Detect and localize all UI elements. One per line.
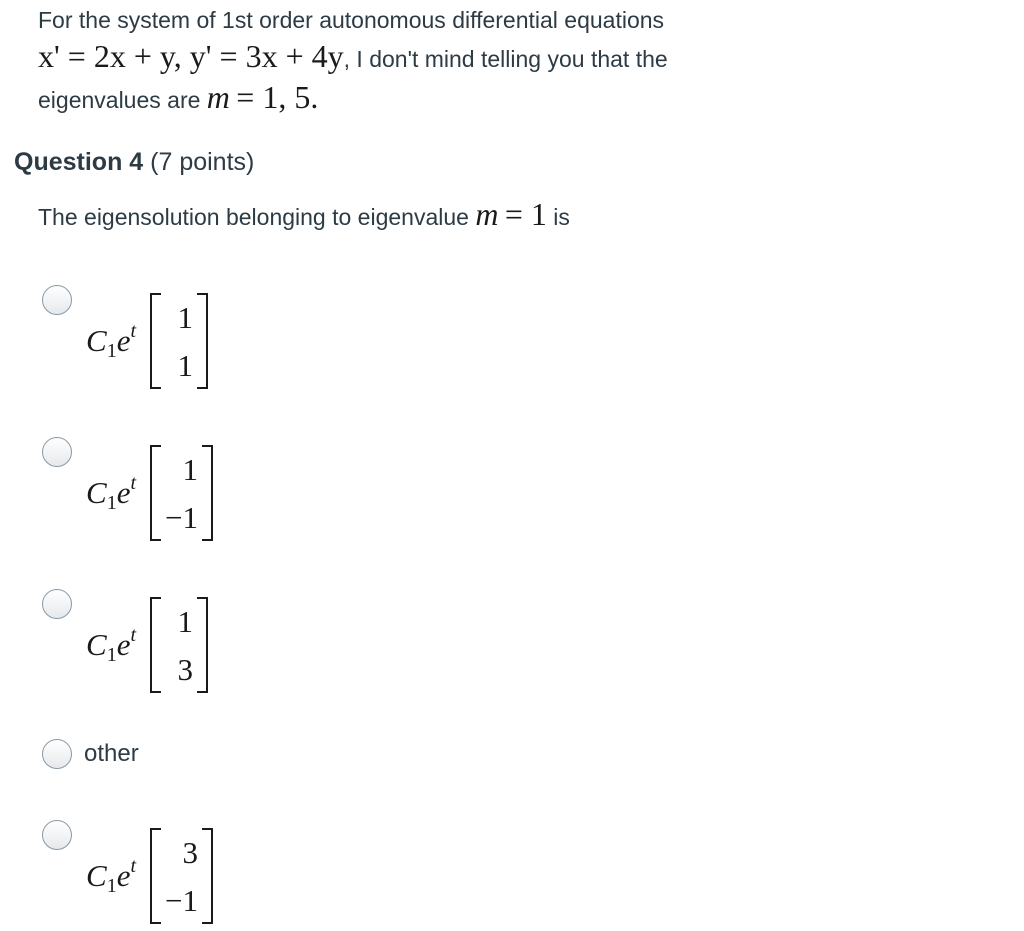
eigen-values: = 1, 5. bbox=[236, 79, 319, 116]
question-text bbox=[38, 196, 570, 233]
right-bracket bbox=[197, 597, 208, 693]
answer-option-3[interactable] bbox=[42, 589, 208, 693]
system-equations: x' = 2x + y, y' = 3x + 4y bbox=[38, 37, 344, 74]
radio-button-5[interactable] bbox=[42, 820, 72, 850]
question-variable: m bbox=[475, 196, 499, 232]
left-bracket bbox=[150, 828, 161, 924]
vector-entry-top: 3 bbox=[182, 834, 198, 870]
vector-entry-bottom: −1 bbox=[165, 882, 198, 918]
eigenvector-2 bbox=[150, 445, 213, 541]
vector-entry-top: 1 bbox=[182, 451, 198, 487]
question-header bbox=[14, 148, 254, 177]
answer-label-other: other bbox=[84, 740, 139, 767]
answer-math-5 bbox=[86, 828, 213, 924]
eigenvector-3 bbox=[150, 597, 208, 693]
answer-math-1 bbox=[86, 293, 208, 389]
vector-entry-bottom: 3 bbox=[177, 651, 194, 687]
right-bracket bbox=[202, 828, 213, 924]
eigenvector-5 bbox=[150, 828, 213, 924]
radio-button-3[interactable] bbox=[42, 589, 72, 619]
coefficient-1: $C_1e^t$ bbox=[86, 319, 137, 362]
eigenvector-1 bbox=[150, 293, 208, 389]
vector-entry-bottom: 1 bbox=[177, 347, 194, 383]
question-title: Question 4 bbox=[14, 148, 144, 176]
radio-button-1[interactable] bbox=[42, 285, 72, 315]
coefficient-5: $C_1e^t$ bbox=[86, 854, 137, 897]
intro-line-2 bbox=[38, 36, 998, 78]
answer-math-3 bbox=[86, 597, 208, 693]
right-bracket bbox=[197, 293, 208, 389]
vector-entry-top: 1 bbox=[177, 603, 194, 639]
intro-line-3 bbox=[38, 77, 998, 119]
left-bracket bbox=[150, 293, 161, 389]
question-points: (7 points) bbox=[150, 148, 255, 176]
intro-eigen-prefix: eigenvalues are bbox=[38, 87, 207, 114]
vector-entry-top: 1 bbox=[177, 299, 194, 335]
right-bracket bbox=[202, 445, 213, 541]
answer-option-2[interactable] bbox=[42, 437, 213, 541]
intro-line-1: For the system of 1st order autonomous differential equations bbox=[38, 7, 665, 33]
question-text-prefix: The eigensolution belonging to eigenvalue bbox=[38, 204, 476, 230]
answer-math-2 bbox=[86, 445, 213, 541]
eigen-variable: m bbox=[206, 79, 230, 116]
coefficient-2: $C_1e^t$ bbox=[86, 471, 137, 514]
problem-intro bbox=[38, 6, 998, 119]
coefficient-3: $C_1e^t$ bbox=[86, 623, 137, 666]
answer-option-5[interactable] bbox=[42, 820, 213, 924]
left-bracket bbox=[150, 597, 161, 693]
question-text-suffix: is bbox=[546, 204, 570, 230]
answer-option-1[interactable] bbox=[42, 285, 208, 389]
radio-button-4[interactable] bbox=[42, 739, 72, 769]
answer-option-4[interactable] bbox=[42, 739, 139, 769]
radio-button-2[interactable] bbox=[42, 437, 72, 467]
left-bracket bbox=[150, 445, 161, 541]
intro-after-equation: , I don't mind telling you that the bbox=[343, 45, 668, 72]
question-value: = 1 bbox=[504, 196, 547, 232]
vector-entry-bottom: −1 bbox=[165, 499, 198, 535]
